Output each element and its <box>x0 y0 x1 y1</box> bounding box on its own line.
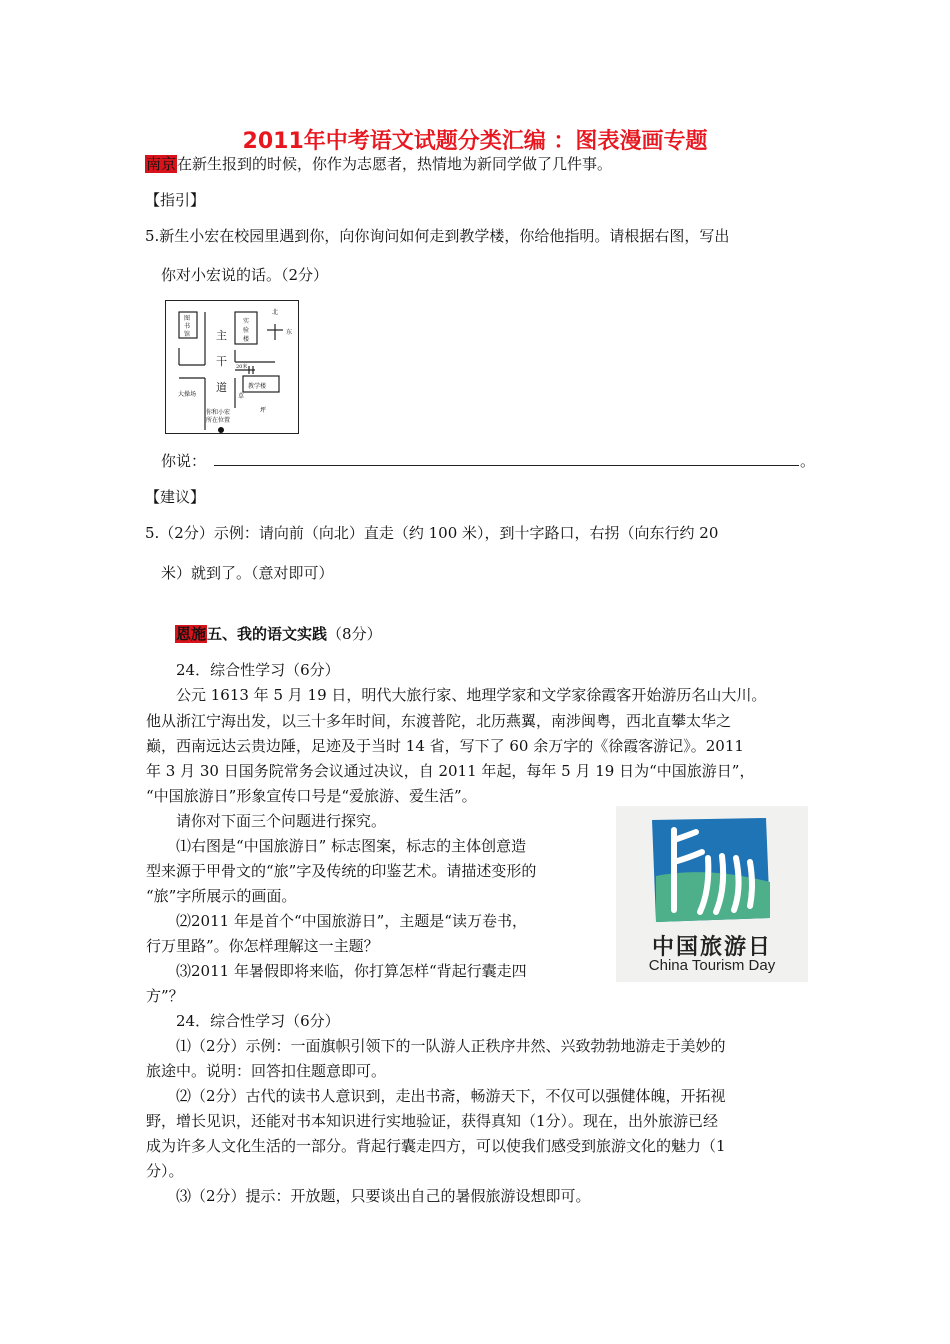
map-library: 图 书 馆 <box>184 315 191 338</box>
a2-line-1: ⑵（2分）古代的读书人意识到，走出书斋，畅游天下，不仅可以强健体魄，开拓视 <box>176 1087 726 1105</box>
q2-line-1: ⑵2011 年是首个“中国旅游日”，主题是“读万卷书， <box>176 912 527 930</box>
section-label-guide: 【指引】 <box>145 191 206 209</box>
region-tag-nanjing: 南京 <box>146 155 177 173</box>
map-north: 北 <box>272 309 279 316</box>
q1-line-1: ⑴右图是“中国旅游日” 标志图案，标志的主体创意造 <box>176 837 527 855</box>
position-dot <box>218 427 224 433</box>
map-playground: 大操场 <box>178 391 197 398</box>
passage-line-2: 他从浙江宁海出发，以三十多年时间，东渡普陀，北历燕翼，南涉闽粤，西北直攀太华之 <box>146 712 732 730</box>
a1-line-2: 旅途中。说明：回答扣住题意即可。 <box>146 1062 387 1080</box>
answer-blank <box>214 465 799 466</box>
logo-cn-text: 中国旅游日 <box>651 935 772 960</box>
region-tag-enshi: 恩施 <box>176 625 207 643</box>
map-teaching: 教学楼 <box>248 383 267 390</box>
enshi-heading-text: 五、我的语文实践 <box>207 625 328 643</box>
q24-title: 24．综合性学习（6分） <box>176 661 340 679</box>
map-main-road: 主 干 道 <box>216 329 227 394</box>
enshi-heading-score: （8分） <box>327 625 382 643</box>
passage-line-3: 巅，西南远达云贵边陲，足迹及于当时 14 省，写下了 60 余万字的《徐霞客游记》。2011 <box>146 737 744 755</box>
q1-line-3: “旅”字所展示的画面。 <box>146 887 297 905</box>
a2-line-3: 成为许多人文化生活的一部分。背起行囊走四方，可以使我们感受到旅游文化的魅力（1 <box>146 1137 726 1155</box>
intro-text: 在新生报到的时候，你作为志愿者，热情地为新同学做了几件事。 <box>177 155 613 173</box>
q2-line-2: 行万里路”。你怎样理解这一主题？ <box>146 937 379 955</box>
q1-line-2: 型来源于甲骨文的“旅”字及传统的印鉴艺术。请描述变形的 <box>146 862 537 880</box>
passage-line-4: 年 3 月 30 日国务院常务会议通过决议，自 2011 年起，每年 5 月 19 日为“中国旅游日”， <box>146 762 755 780</box>
china-tourism-day-logo <box>616 806 808 982</box>
a2-line-4: 分）。 <box>146 1162 184 1180</box>
answer-prefix: 你说： <box>161 452 207 470</box>
logo-en-text: China Tourism Day <box>648 957 776 974</box>
passage-line-1: 公元 1613 年 5 月 19 日，明代大旅行家、地理学家和文学家徐霞客开始游历名山大川。 <box>176 686 767 704</box>
map-grass: 草 <box>238 393 245 400</box>
map-position-label: 你和小宏 所在位置 <box>206 409 231 424</box>
question-5-line1: 5.新生小宏在校园里遇到你，向你询问如何走到教学楼，你给他指明。请根据右图，写出 <box>145 227 730 245</box>
q3-line-2: 方”？ <box>146 987 184 1005</box>
campus-map <box>165 300 299 434</box>
map-distance: 20米 <box>236 364 248 370</box>
nanjing-intro <box>145 154 612 174</box>
q3-line-1: ⑶2011 年暑假即将来临，你打算怎样“背起行囊走四 <box>176 962 527 980</box>
map-lab: 实 验 楼 <box>243 318 250 343</box>
a1-line-1: ⑴（2分）示例：一面旗帜引领下的一队游人正秩序井然、兴致勃勃地游走于美妙的 <box>176 1037 726 1055</box>
explore-prompt: 请你对下面三个问题进行探究。 <box>176 812 387 830</box>
a24-title: 24．综合性学习（6分） <box>176 1012 340 1030</box>
passage-line-5: “中国旅游日”形象宣传口号是“爱旅游、爱生活”。 <box>146 787 477 805</box>
answer-suffix: 。 <box>800 452 816 470</box>
section-label-suggest: 【建议】 <box>145 488 206 506</box>
enshi-heading <box>175 624 382 644</box>
question-5-line2: 你对小宏说的话。（2分） <box>161 266 329 284</box>
answer-5-line1: 5.（2分）示例：请向前（向北）直走（约 100 米），到十字路口，右拐（向东行约 20 <box>145 524 719 542</box>
a2-line-2: 野，增长见识，还能对书本知识进行实地验证，获得真知（1分）。现在，出外旅游已经 <box>146 1112 719 1130</box>
map-ping: 坪 <box>260 407 267 414</box>
map-east: 东 <box>286 329 293 336</box>
document-title: 2011年中考语文试题分类汇编 ：图表漫画专题 <box>242 129 708 154</box>
a3-line: ⑶（2分）提示：开放题，只要谈出自己的暑假旅游设想即可。 <box>176 1187 591 1205</box>
answer-5-line2: 米）就到了。（意对即可） <box>161 564 334 582</box>
